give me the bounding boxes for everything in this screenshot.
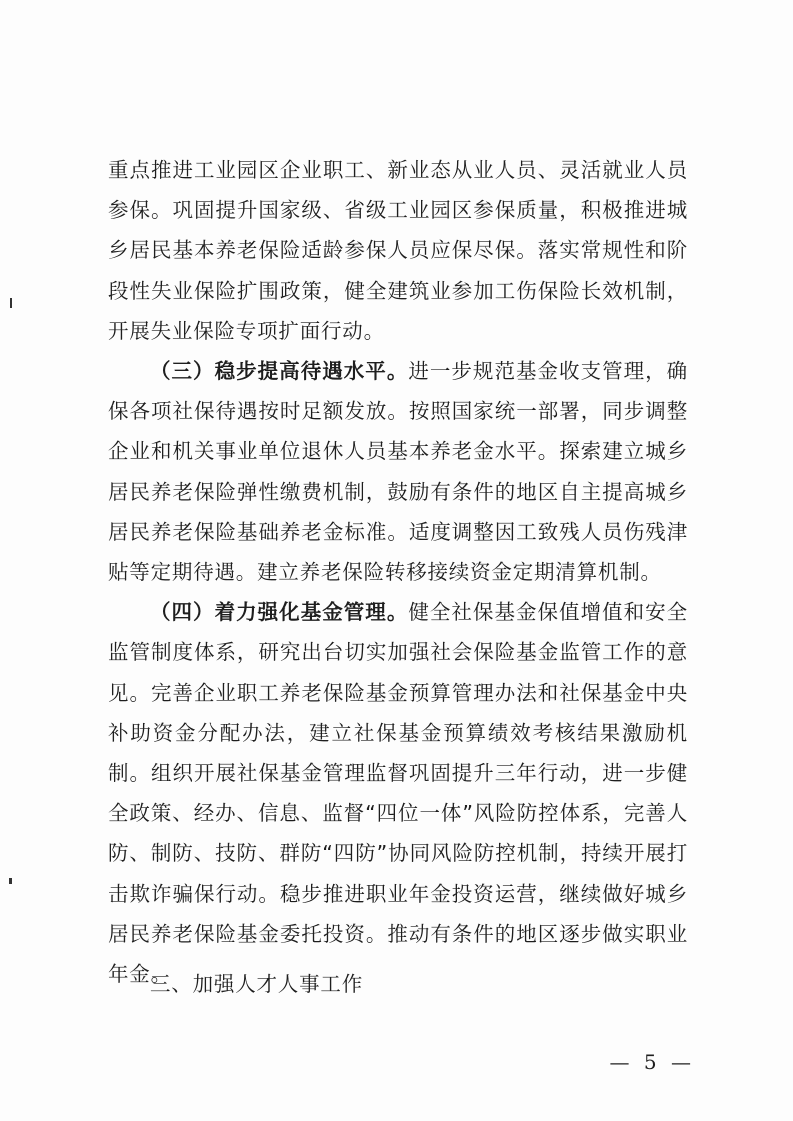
- paragraph-2-text: 进一步规范基金收支管理，确保各项社保待遇按时足额发放。按照国家统一部署，同步调整企业和机关事业单位退休人员基本养老金水平。探索建立城乡居民养老保险弹性缴费机制，鼓励有条件的地区自主提高城乡居民养老保险基础养老金标准。适度调整因工致残人员伤残津贴等定期待遇。建立养老保险转移接续资金定期清算机制。: [108, 359, 688, 585]
- scan-edge-mark: [9, 878, 12, 884]
- paragraph-1: [108, 150, 688, 351]
- paragraph-2: [108, 351, 688, 592]
- paragraph-2-heading: （三）稳步提高待遇水平。: [150, 359, 409, 384]
- page-number: — 5 —: [609, 1050, 695, 1074]
- paragraph-1-text: 重点推进工业园区企业职工、新业态从业人员、灵活就业人员参保。巩固提升国家级、省级工业园区参保质量，积极推进城乡居民基本养老保险适龄参保人员应保尽保。落实常规性和阶段性失业保险扩围政策，健全建筑业参加工伤保险长效机制，开展失业保险专项扩面行动。: [108, 158, 688, 343]
- scan-edge-mark: [10, 298, 12, 308]
- paragraph-3-text: 健全社保基金保值增值和安全监管制度体系，研究出台切实加强社会保险基金监管工作的意见。完善企业职工养老保险基金预算管理办法和社保基金中央补助资金分配办法，建立社保基金预算绩效考核结果激励机制。组织开展社保基金管理监督巩固提升三年行动，进一步健全政策、经办、信息、监督“四位一体”风险防控体系，完善人防、制防、技防、群防“四防”协同风险防控机制，持续开展打击欺诈骗保行动。稳步推进职业年金投资运营，继续做好城乡居民养老保险基金委托投资。推动有条件的地区逐步做实职业年金。: [108, 600, 688, 987]
- paragraph-3-heading: （四）着力强化基金管理。: [150, 600, 409, 625]
- paragraph-3: [108, 592, 688, 994]
- section-heading: 三、加强人才人事工作: [150, 972, 363, 996]
- document-body: [108, 150, 688, 994]
